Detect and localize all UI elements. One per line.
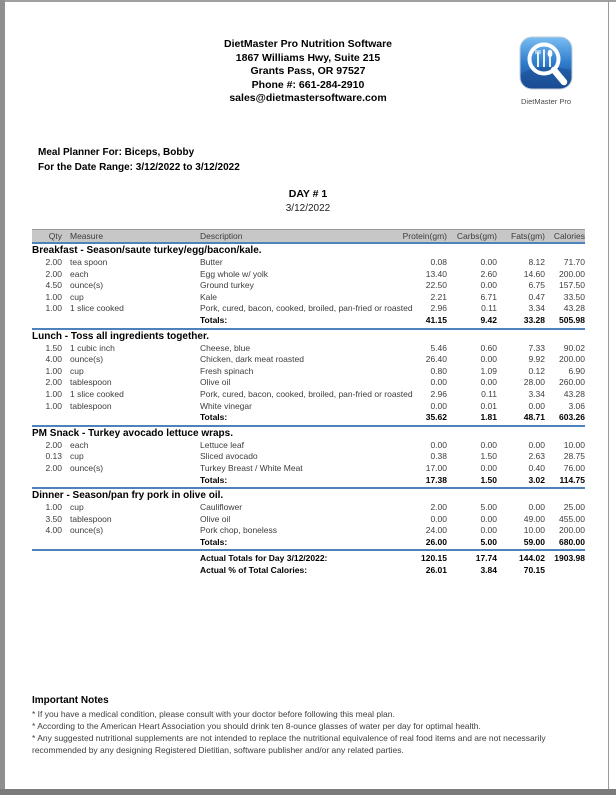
cell-fats: 14.60 [523, 268, 545, 279]
cell-fats: 8.12 [528, 257, 545, 267]
cell-measure: tablespoon [70, 377, 112, 388]
meal-table [32, 229, 585, 577]
cell-calories: 200.00 [559, 268, 585, 279]
cell-calories: 3.06 [568, 400, 585, 411]
day-totals-fats: 144.02 [519, 553, 545, 564]
cell-calories: 200.00 [559, 525, 585, 536]
cell-protein: 17.00 [425, 462, 447, 473]
cell-measure: 1 slice cooked [70, 388, 124, 399]
company-phone: Phone #: 661-284-2910 [251, 78, 365, 91]
cell-protein: 2.21 [430, 291, 447, 302]
cell-description: Sliced avocado [200, 451, 258, 462]
cell-fats: 48.71 [523, 412, 545, 423]
cell-carbs: 0.00 [480, 280, 497, 291]
cell-measure [66, 315, 200, 327]
cell-qty: 0.13 [45, 451, 62, 462]
day-totals-row [32, 553, 585, 565]
cell-calories: 28.75 [563, 451, 585, 462]
cell-description: Ground turkey [200, 280, 254, 291]
cell-fats: 0.00 [528, 502, 545, 513]
food-item-row [32, 354, 585, 366]
note-item: * If you have a medical condition, please consult with your doctor before following this meal plan. [32, 709, 395, 719]
cell-measure: cup [70, 291, 84, 302]
cell-measure: cup [70, 502, 84, 513]
cell-qty: 1.00 [45, 365, 62, 376]
cell-qty [32, 537, 66, 549]
cell-qty: 1.00 [45, 388, 62, 399]
cell-measure: 1 cubic inch [70, 342, 115, 353]
cell-carbs: 0.00 [480, 354, 497, 365]
cell-qty: 4.00 [45, 525, 62, 536]
cell-calories: 680.00 [559, 536, 585, 547]
cell-fats: 3.02 [528, 474, 545, 485]
meal-section [32, 330, 585, 427]
day-percent-fats: 70.15 [523, 565, 545, 576]
cell-description: Lettuce leaf [200, 439, 244, 450]
cell-qty: 4.50 [45, 280, 62, 291]
cell-carbs: 1.50 [480, 451, 497, 462]
planner-range-line: For the Date Range: 3/12/2022 to 3/12/2022 [38, 162, 240, 173]
cell-carbs: 0.00 [480, 257, 497, 267]
food-item-row [32, 269, 585, 281]
cell-carbs: 1.50 [480, 474, 497, 485]
cell-protein: 2.00 [430, 502, 447, 513]
day-percent-label: Actual % of Total Calories: [200, 565, 308, 576]
cell-calories: 90.02 [563, 342, 585, 353]
day-totals-protein: 120.15 [421, 553, 447, 564]
note-item: * According to the American Heart Association you should drink ten 8-ounce glasses of water per day for optimal health. [32, 721, 481, 731]
cell-carbs: 5.00 [480, 536, 497, 547]
company-city: Grants Pass, OR 97527 [250, 65, 366, 77]
cell-calories: 200.00 [559, 354, 585, 365]
cell-measure: each [70, 268, 89, 279]
cell-description: Cauliflower [200, 502, 243, 513]
column-header-description: Description [200, 231, 243, 241]
cell-description: Totals: [200, 412, 228, 423]
cell-qty [32, 475, 66, 487]
cell-qty [32, 553, 66, 565]
column-header-qty: Qty [48, 231, 62, 241]
food-item-row [32, 463, 585, 475]
company-address: 1867 Williams Hwy, Suite 215 [235, 51, 381, 64]
cell-calories: 76.00 [563, 462, 585, 473]
cell-qty: 3.50 [45, 513, 62, 524]
cell-measure [66, 553, 200, 565]
cell-measure [66, 412, 200, 424]
cell-calories: 43.28 [563, 303, 585, 314]
cell-protein: 26.40 [425, 354, 447, 365]
column-header-protein: Protein(gm) [402, 231, 447, 241]
cell-qty [32, 565, 66, 577]
notes-title: Important Notes [32, 695, 109, 706]
cell-fats: 59.00 [523, 536, 545, 547]
cell-measure: 1 slice cooked [70, 303, 124, 314]
meal-totals-row [32, 315, 585, 327]
food-item-row [32, 280, 585, 292]
cell-carbs: 6.71 [480, 291, 497, 302]
day-percent-carbs: 3.84 [480, 565, 497, 576]
food-item-row [32, 377, 585, 389]
day-title: DAY # 1 [288, 188, 328, 200]
window-left-edge [0, 0, 5, 795]
cell-qty: 2.00 [45, 377, 62, 388]
cell-fats: 0.12 [528, 365, 545, 376]
cell-carbs: 0.00 [480, 462, 497, 473]
cell-protein: 35.62 [425, 412, 447, 423]
cell-measure: cup [70, 365, 84, 376]
cell-measure: ounce(s) [70, 525, 104, 536]
cell-qty: 1.00 [45, 303, 62, 314]
cell-protein: 2.96 [430, 388, 447, 399]
day-totals-calories: 1903.98 [554, 553, 585, 564]
cell-description: Pork, cured, bacon, cooked, broiled, pan-fried or roasted [200, 303, 413, 314]
food-item-row [32, 502, 585, 514]
cell-measure: ounce(s) [70, 280, 104, 291]
cell-protein: 13.40 [425, 268, 447, 279]
cell-description: Egg whole w/ yolk [200, 268, 269, 279]
dietmaster-logo-icon [519, 36, 573, 90]
cell-carbs: 0.11 [481, 388, 497, 399]
cell-protein: 0.08 [430, 257, 447, 267]
cell-qty: 2.00 [45, 439, 62, 450]
column-header-measure: Measure [70, 231, 104, 241]
cell-protein: 41.15 [425, 314, 447, 325]
cell-carbs: 0.00 [480, 439, 497, 450]
food-item-row [32, 440, 585, 452]
cell-fats: 49.00 [523, 513, 545, 524]
food-item-row [32, 292, 585, 304]
cell-protein: 0.00 [430, 513, 447, 524]
cell-carbs: 0.01 [480, 400, 497, 411]
day-date: 3/12/2022 [285, 203, 331, 214]
food-item-row [32, 389, 585, 401]
cell-description: Cheese, blue [200, 342, 251, 353]
food-item-row [32, 525, 585, 537]
food-item-row [32, 257, 585, 269]
cell-calories: 260.00 [559, 377, 585, 388]
cell-calories: 33.50 [563, 291, 585, 302]
cell-measure: ounce(s) [70, 354, 104, 365]
cell-fats: 2.63 [528, 451, 545, 462]
cell-description: Fresh spinach [200, 365, 254, 376]
food-item-row [32, 343, 585, 355]
cell-protein: 0.00 [430, 439, 447, 450]
cell-qty: 2.00 [45, 257, 62, 267]
day-percent-protein: 26.01 [425, 565, 447, 576]
cell-calories: 71.70 [563, 257, 585, 267]
day-percent-row [32, 565, 585, 577]
cell-carbs: 0.00 [480, 513, 497, 524]
day-percent-calories [545, 565, 585, 577]
cell-protein: 0.00 [430, 377, 447, 388]
cell-qty: 1.00 [45, 291, 62, 302]
cell-calories: 25.00 [563, 502, 585, 513]
cell-fats: 6.75 [528, 280, 545, 291]
meal-totals-row [32, 412, 585, 424]
cell-measure: tablespoon [70, 400, 112, 411]
cell-description: Totals: [200, 314, 228, 325]
cell-calories: 10.00 [563, 439, 585, 450]
cell-calories: 157.50 [559, 280, 585, 291]
cell-qty: 4.00 [45, 354, 62, 365]
cell-qty: 1.00 [45, 400, 62, 411]
page-right-border [608, 0, 609, 795]
cell-carbs: 5.00 [480, 502, 497, 513]
day-summary [32, 551, 585, 577]
meal-section [32, 244, 585, 330]
cell-fats: 28.00 [523, 377, 545, 388]
column-header-carbs: Carbs(gm) [456, 231, 497, 241]
cell-carbs: 1.81 [480, 412, 497, 423]
cell-protein: 17.38 [425, 474, 447, 485]
cell-calories: 43.28 [563, 388, 585, 399]
meal-sections [32, 244, 585, 551]
cell-description: Totals: [200, 474, 228, 485]
cell-protein: 0.80 [430, 365, 447, 376]
day-totals-carbs: 17.74 [475, 553, 497, 564]
meal-section-title: Breakfast - Season/saute turkey/egg/bacon/kale. [32, 245, 262, 256]
cell-protein: 24.00 [425, 525, 447, 536]
cell-qty [32, 412, 66, 424]
logo-caption: DietMaster Pro [520, 97, 571, 106]
cell-carbs: 2.60 [480, 268, 497, 279]
cell-protein: 0.00 [430, 400, 447, 411]
cell-qty: 1.00 [45, 502, 62, 513]
meal-section [32, 489, 585, 551]
cell-carbs: 0.11 [481, 303, 497, 314]
food-item-row [32, 366, 585, 378]
column-header-fats: Fats(gm) [511, 231, 545, 241]
cell-protein: 2.96 [430, 303, 447, 314]
cell-protein: 5.46 [430, 342, 447, 353]
cell-carbs: 9.42 [480, 314, 497, 325]
cell-protein: 22.50 [425, 280, 447, 291]
window-top-edge [0, 0, 616, 2]
window-bottom-edge [0, 789, 616, 795]
important-notes [32, 694, 588, 756]
cell-fats: 3.34 [528, 388, 545, 399]
cell-calories: 114.75 [559, 474, 585, 485]
cell-fats: 33.28 [523, 314, 545, 325]
company-email: sales@dietmastersoftware.com [229, 92, 387, 104]
cell-measure [66, 537, 200, 549]
meal-section [32, 427, 585, 489]
cell-description: Pork, cured, bacon, cooked, broiled, pan-fried or roasted [200, 388, 413, 399]
meal-section-title: Dinner - Season/pan fry pork in olive oil. [32, 490, 224, 502]
cell-calories: 455.00 [559, 513, 585, 524]
meal-totals-row [32, 475, 585, 487]
table-header-row [32, 229, 585, 244]
food-item-row [32, 303, 585, 315]
cell-description: Chicken, dark meat roasted [200, 354, 304, 365]
cell-carbs: 0.00 [480, 377, 497, 388]
cell-fats: 9.92 [528, 354, 545, 365]
cell-qty: 2.00 [45, 462, 62, 473]
cell-fats: 7.33 [528, 342, 545, 353]
cell-description: Kale [200, 291, 218, 302]
cell-measure: ounce(s) [70, 462, 104, 473]
cell-measure: tea spoon [70, 257, 108, 267]
cell-carbs: 0.00 [480, 525, 497, 536]
cell-description: Pork chop, boneless [200, 525, 278, 536]
food-item-row [32, 451, 585, 463]
note-item: * Any suggested nutritional supplements are not intended to replace the nutritional equivalence of real food items and are not necessarily recommended by any designing Registered Dietitian, software publisher and/or any related parties. [32, 733, 546, 755]
cell-measure: each [70, 439, 89, 450]
meal-section-title: Lunch - Toss all ingredients together. [32, 330, 210, 342]
cell-fats: 0.00 [528, 439, 545, 450]
cell-calories: 6.90 [568, 365, 585, 376]
meal-totals-row [32, 537, 585, 549]
cell-measure [66, 565, 200, 577]
cell-carbs: 0.60 [480, 342, 497, 353]
planner-info [38, 145, 240, 175]
app-logo [510, 36, 582, 106]
cell-description: Olive oil [200, 513, 231, 524]
column-header-calories: Calories [553, 231, 585, 241]
cell-description: Turkey Breast / White Meat [200, 462, 303, 473]
cell-protein: 26.00 [425, 536, 447, 547]
cell-protein: 0.38 [430, 451, 447, 462]
cell-measure: cup [70, 451, 84, 462]
cell-description: Totals: [200, 536, 228, 547]
cell-measure: tablespoon [70, 513, 112, 524]
cell-description: Olive oil [200, 377, 231, 388]
meal-section-title: PM Snack - Turkey avocado lettuce wraps. [32, 427, 233, 439]
cell-measure [66, 475, 200, 487]
cell-fats: 0.00 [528, 400, 545, 411]
cell-qty: 1.50 [45, 342, 62, 353]
cell-fats: 0.40 [528, 462, 545, 473]
cell-calories: 603.26 [559, 412, 585, 423]
cell-calories: 505.98 [559, 314, 585, 325]
cell-carbs: 1.09 [480, 365, 497, 376]
cell-fats: 10.00 [523, 525, 545, 536]
planner-for-line: Meal Planner For: Biceps, Bobby [38, 147, 195, 158]
cell-fats: 0.47 [528, 291, 545, 302]
cell-description: White vinegar [200, 400, 252, 411]
cell-qty: 2.00 [45, 268, 62, 279]
food-item-row [32, 514, 585, 526]
cell-qty [32, 315, 66, 327]
cell-description: Butter [200, 257, 223, 267]
cell-fats: 3.34 [528, 303, 545, 314]
food-item-row [32, 401, 585, 413]
company-name: DietMaster Pro Nutrition Software [223, 38, 393, 50]
day-totals-label: Actual Totals for Day 3/12/2022: [200, 553, 328, 564]
